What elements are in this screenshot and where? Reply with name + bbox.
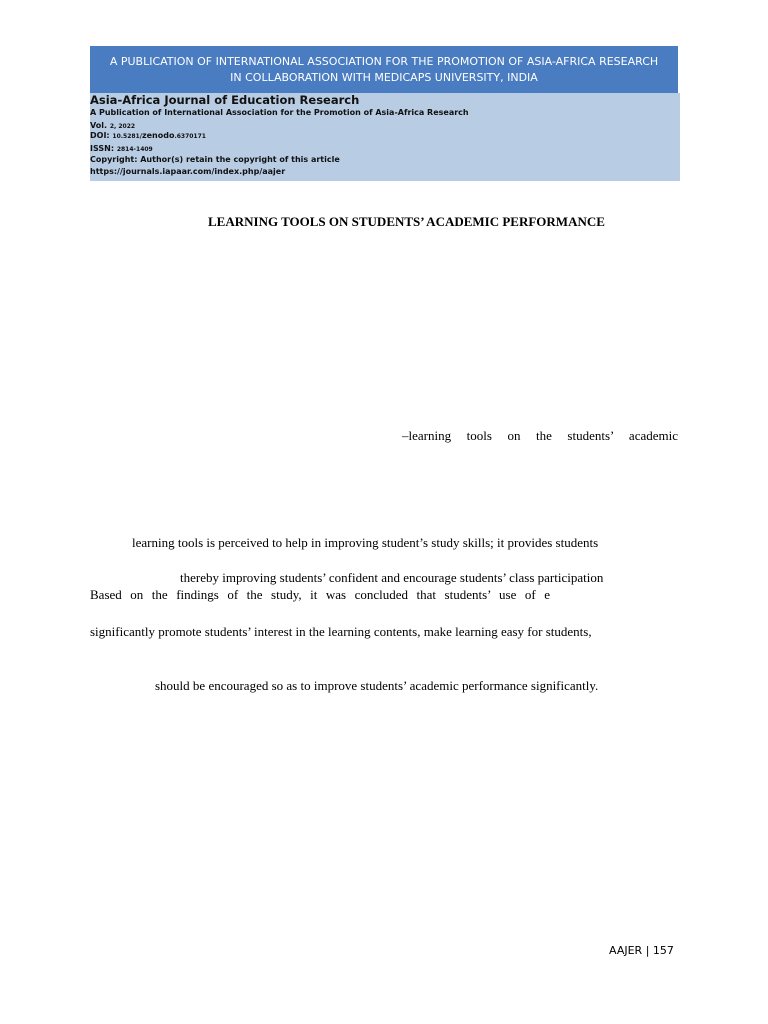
publication-banner — [90, 46, 678, 93]
text-line-4: Based on the findings of the study, it was concluded that students’ use of e — [90, 587, 550, 602]
volume-value: 2, 2022 — [109, 123, 136, 130]
text-line-3: thereby improving students’ confident and encourage students’ class participation — [180, 570, 604, 585]
page-footer: AAJER | 157 — [609, 944, 674, 957]
copyright-text: : Author(s) retain the copyright of this article — [134, 155, 340, 164]
journal-issn — [90, 144, 153, 153]
copyright-label: Copyright — [90, 155, 135, 164]
issn-label: ISSN: — [90, 144, 117, 153]
text-line-1: –learning tools on the students’ academic — [402, 428, 678, 443]
doi-prefix: 10.5281/ — [112, 133, 142, 140]
journal-url[interactable]: https://journals.iapaar.com/index.php/aajer — [90, 167, 286, 176]
banner-line-1: A PUBLICATION OF INTERNATIONAL ASSOCIATION FOR THE PROMOTION OF ASIA-AFRICA RESEARCH — [109, 54, 659, 68]
document-title: LEARNING TOOLS ON STUDENTS’ ACADEMIC PERFORMANCE — [208, 214, 605, 229]
doi-mid: zenodo — [141, 131, 175, 140]
text-line-5: significantly promote students’ interest in the learning contents, make learning easy for students, — [90, 624, 592, 639]
issn-value: 2814-1409 — [116, 146, 153, 153]
journal-doi — [90, 131, 206, 140]
text-line-6: should be encouraged so as to improve students’ academic performance significantly. — [155, 678, 599, 693]
text-line-2: learning tools is perceived to help in improving student’s study skills; it provides students — [132, 535, 599, 550]
journal-subtitle: A Publication of International Association for the Promotion of Asia-Africa Research — [90, 108, 469, 117]
journal-info-box — [90, 93, 680, 181]
doi-suffix: .6370171 — [174, 133, 206, 140]
volume-label: Vol. — [90, 121, 110, 130]
journal-copyright — [90, 155, 340, 164]
journal-title: Asia-Africa Journal of Education Research — [90, 93, 360, 107]
doi-label: DOI: — [90, 131, 113, 140]
journal-volume — [90, 121, 135, 130]
banner-line-2: IN COLLABORATION WITH MEDICAPS UNIVERSITY, INDIA — [230, 70, 538, 84]
